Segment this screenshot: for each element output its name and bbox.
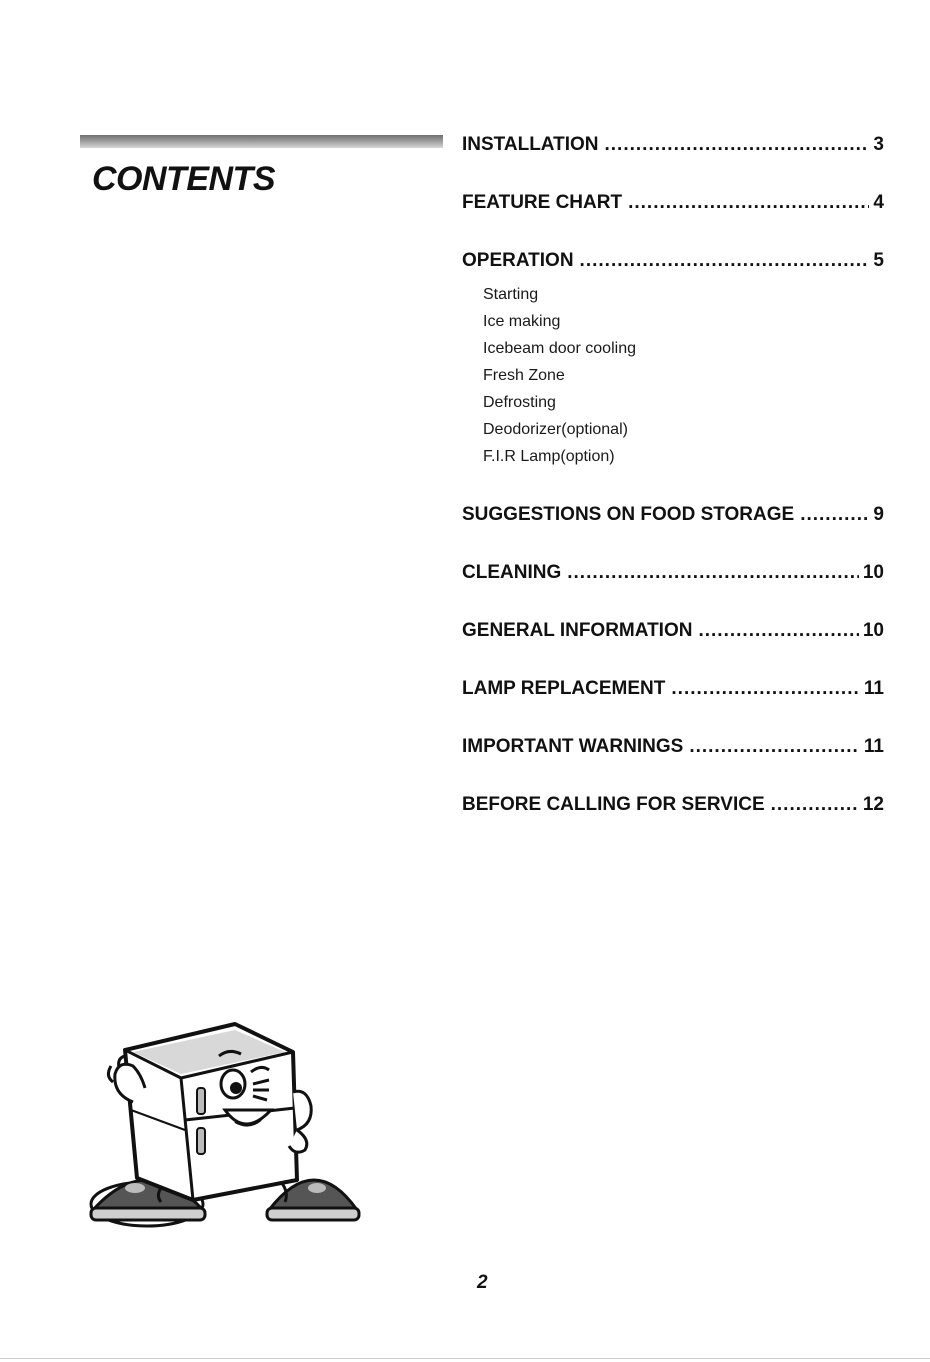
page-title: CONTENTS (92, 160, 275, 198)
toc-entry-page: 11 (863, 736, 884, 757)
fridge-body (125, 1024, 297, 1200)
toc-entry-page: 11 (863, 678, 884, 699)
dot-leader (567, 562, 859, 584)
toc-subitem-ice-making[interactable]: Ice making (483, 313, 561, 330)
toc-subitem-defrosting[interactable]: Defrosting (483, 394, 556, 411)
toc-subitem-starting[interactable]: Starting (483, 286, 539, 303)
toc-entry-page: 9 (873, 504, 884, 525)
toc-entry-feature-chart[interactable] (462, 192, 884, 216)
toc-entry-general-information[interactable] (462, 620, 884, 644)
page-number: 2 (477, 1272, 488, 1293)
toc-entry-operation[interactable] (462, 250, 884, 274)
toc-entry-page: 4 (873, 192, 884, 213)
toc-entry-installation[interactable] (462, 134, 884, 158)
toc-entry-label: LAMP REPLACEMENT (462, 678, 666, 699)
toc-entry-page: 5 (873, 250, 884, 271)
refrigerator-mascot-icon (85, 1010, 365, 1230)
dot-leader (689, 736, 860, 758)
dot-leader (800, 504, 869, 526)
dot-leader (771, 794, 859, 816)
toc-entry-label: OPERATION (462, 250, 574, 271)
toc-subitem-fir-lamp[interactable]: F.I.R Lamp(option) (483, 448, 615, 465)
toc-entry-lamp-replacement[interactable] (462, 678, 884, 702)
toc-entry-food-storage[interactable] (462, 504, 884, 528)
toc-entry-label: IMPORTANT WARNINGS (462, 736, 684, 757)
toc-entry-label: GENERAL INFORMATION (462, 620, 693, 641)
dot-leader (580, 250, 870, 272)
toc-entry-label: INSTALLATION (462, 134, 599, 155)
dot-leader (628, 192, 869, 214)
toc-entry-label: BEFORE CALLING FOR SERVICE (462, 794, 765, 815)
toc-entry-before-calling-service[interactable] (462, 794, 884, 818)
toc-entry-cleaning[interactable] (462, 562, 884, 586)
toc-entry-label: CLEANING (462, 562, 562, 583)
page-bottom-divider (0, 1358, 930, 1359)
title-rule-bar (80, 135, 443, 148)
dot-leader (605, 134, 870, 156)
toc-subitem-deodorizer[interactable]: Deodorizer(optional) (483, 421, 628, 438)
dot-leader (698, 620, 858, 642)
toc-entry-important-warnings[interactable] (462, 736, 884, 760)
toc-entry-page: 3 (873, 134, 884, 155)
toc-entry-label: SUGGESTIONS ON FOOD STORAGE (462, 504, 795, 525)
toc-entry-page: 12 (862, 794, 884, 815)
toc-entry-label: FEATURE CHART (462, 192, 623, 213)
toc-entry-page: 10 (862, 562, 884, 583)
right-shoe-icon (267, 1180, 359, 1220)
toc-subitem-icebeam-door-cooling[interactable]: Icebeam door cooling (483, 340, 636, 357)
toc-entry-page: 10 (862, 620, 884, 641)
dot-leader (671, 678, 860, 700)
toc-subitem-fresh-zone[interactable]: Fresh Zone (483, 367, 565, 384)
